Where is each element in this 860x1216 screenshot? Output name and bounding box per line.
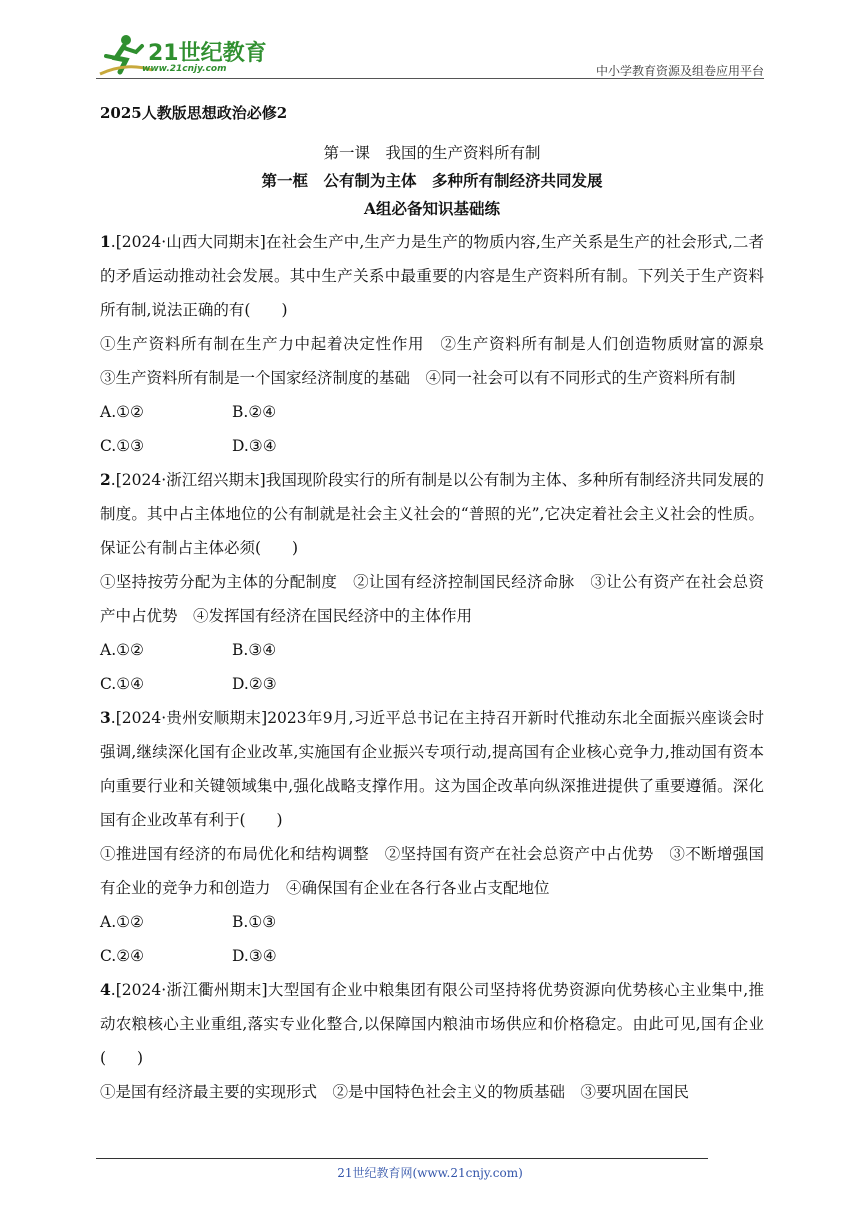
logo-url: www.21cnjy.com (142, 64, 227, 74)
header-divider (96, 78, 764, 79)
brand-logo (96, 32, 266, 78)
option-d: D.③④ (232, 437, 277, 455)
question-stem (100, 973, 764, 1075)
option-c: C.②④ (100, 947, 145, 965)
question-3 (100, 701, 764, 973)
question-stem (100, 701, 764, 837)
question-items: ①是国有经济最主要的实现形式 ②是中国特色社会主义的物质基础 ③要巩固在国民 (100, 1083, 690, 1101)
logo-wordmark: 21世纪教育 (148, 41, 267, 66)
question-items: ①生产资料所有制在生产力中起着决定性作用 ②生产资料所有制是人们创造物质财富的源泉 ③生产资料所有制是一个国家经济制度的基础 ④同一社会可以有不同形式的生产资料所有制 (100, 335, 780, 387)
option-b: B.③④ (232, 641, 277, 659)
question-text: .[2024·贵州安顺期末]2023年9月,习近平总书记在主持召开新时代推动东北全面振兴座谈会时强调,继续深化国有企业改革,实施国有企业振兴专项行动,提高国有企业核心竞争力,推动国有资本向重要行业和关键领域集中,强化战略支撑作用。这为国企改革向纵深推进提供了重要遵循。深化国有企业改革有利于( ) (100, 709, 764, 829)
question-4 (100, 973, 764, 1109)
options-row (100, 905, 764, 939)
question-number: 4 (100, 980, 111, 999)
question-number: 1 (100, 232, 111, 251)
option-a: A.①② (100, 403, 144, 421)
options-row (100, 395, 764, 429)
option-a: A.①② (100, 641, 144, 659)
option-c: C.①③ (100, 437, 145, 455)
question-text: .[2024·山西大同期末]在社会生产中,生产力是生产的物质内容,生产关系是生产的社会形式,二者的矛盾运动推动社会发展。其中生产关系中最重要的内容是生产资料所有制。下列关于生产资料所有制,说法正确的有( ) (100, 233, 764, 319)
question-stem (100, 463, 764, 565)
question-text: .[2024·浙江绍兴期末]我国现阶段实行的所有制是以公有制为主体、多种所有制经济共同发展的制度。其中占主体地位的公有制就是社会主义社会的“普照的光”,它决定着社会主义社会的性质。保证公有制占主体必须( ) (100, 471, 764, 557)
options-row (100, 667, 764, 701)
option-b: B.①③ (232, 913, 277, 931)
page-header (96, 30, 764, 80)
question-2 (100, 463, 764, 701)
header-tagline: 中小学教育资源及组卷应用平台 (595, 64, 764, 78)
lesson-title: 第一课 我国的生产资料所有制 (323, 144, 541, 162)
option-d: D.③④ (232, 947, 277, 965)
question-items: ①坚持按劳分配为主体的分配制度 ②让国有经济控制国民经济命脉 ③让公有资产在社会总资产中占优势 ④发挥国有经济在国民经济中的主体作用 (100, 573, 764, 625)
question-1 (100, 225, 780, 463)
options-row (100, 939, 764, 973)
question-number: 2 (100, 470, 111, 489)
question-stem (100, 225, 764, 327)
option-d: D.②③ (232, 675, 277, 693)
footer-divider (96, 1158, 708, 1159)
option-b: B.②④ (232, 403, 277, 421)
options-row (100, 429, 764, 463)
option-a: A.①② (100, 913, 144, 931)
section-title: 第一框 公有制为主体 多种所有制经济共同发展 (261, 171, 603, 190)
option-c: C.①④ (100, 675, 145, 693)
question-number: 3 (100, 708, 111, 727)
question-text: .[2024·浙江衢州期末]大型国有企业中粮集团有限公司坚持将优势资源向优势核心主业集中,推动农粮核心主业重组,落实专业化整合,以保障国内粮油市场供应和价格稳定。由此可见,国有企业( ) (100, 981, 764, 1067)
page-footer: 21世纪教育网(www.21cnjy.com) (337, 1166, 523, 1180)
group-title: A组必备知识基础练 (363, 199, 501, 218)
document-body (100, 96, 780, 1109)
question-items: ①推进国有经济的布局优化和结构调整 ②坚持国有资产在社会总资产中占优势 ③不断增强国有企业的竞争力和创造力 ④确保国有企业在各行各业占支配地位 (100, 845, 764, 897)
options-row (100, 633, 764, 667)
course-title: 2025人教版思想政治必修2 (100, 104, 288, 122)
